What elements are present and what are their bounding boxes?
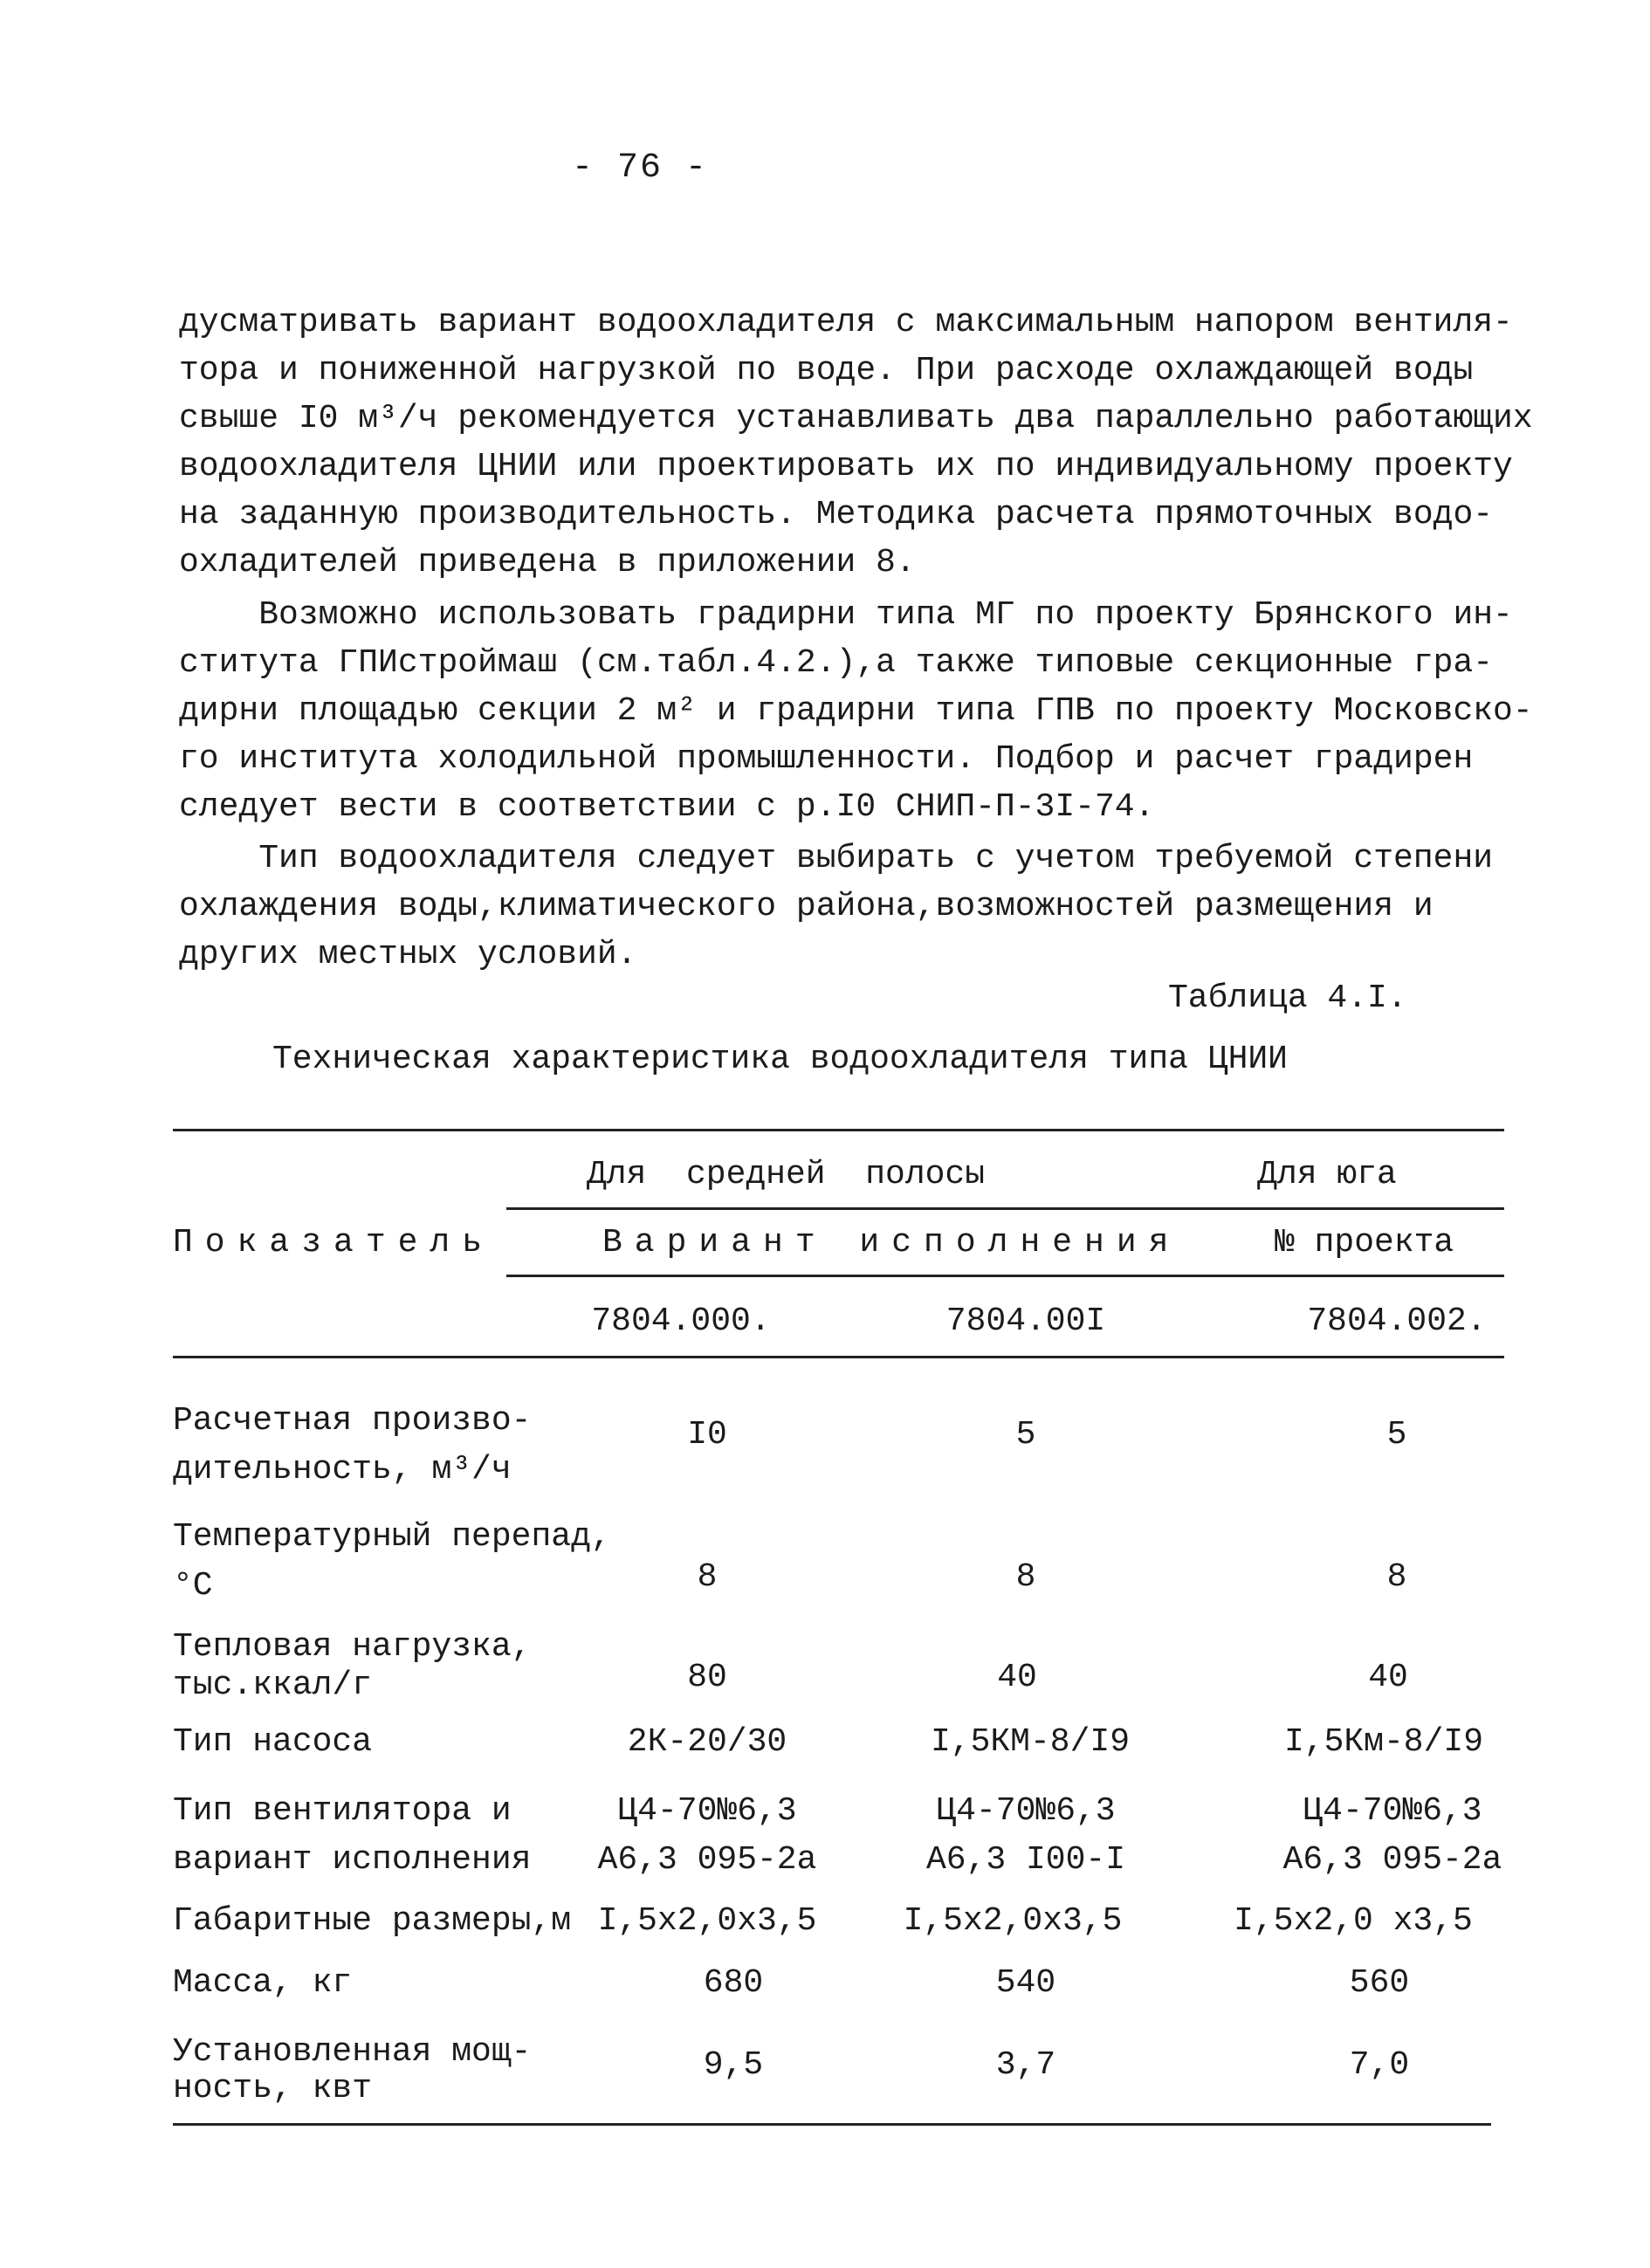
row-value: I,5x2,0x3,5: [597, 1902, 817, 1940]
row-value: 3,7: [995, 2046, 1056, 2084]
row-label: Установленная мощ- ность, квт: [173, 2033, 532, 2107]
row-label: Температурный перепад, °C: [173, 1518, 611, 1605]
table-title: Техническая характеристика водоохладителя типа ЦНИИ: [272, 1041, 1288, 1078]
project-code: 7804.000.: [591, 1302, 771, 1340]
row-value: I0: [687, 1416, 727, 1454]
row-value: I,5x2,0x3,5: [903, 1902, 1123, 1940]
header-variant: Вариант исполнения: [602, 1224, 1181, 1261]
row-value: 5: [1015, 1416, 1036, 1454]
row-value: 5: [1386, 1416, 1407, 1454]
header-project-number: № проекта: [1275, 1224, 1454, 1261]
row-value: 8: [697, 1558, 718, 1596]
paragraph-1: дусматривать вариант водоохладителя с максимальным напором вентиля- тора и пониженной нагрузкой по воде. При расходе охлаждающей воды свыше I0 м³/ч рекомендуется устанавливать два параллельно работающих водоохладителя ЦНИИ или проектировать их по индивидуальному проекту на заданную производительность. Методика расчета прямоточных водо- охладителей приведена в приложении 8.: [179, 304, 1533, 581]
row-label: Тепловая нагрузка, тыс.ккал/г: [173, 1628, 532, 1704]
row-label: Габаритные размеры,м: [173, 1902, 572, 1940]
row-value: I,5x2,0 x3,5: [1234, 1902, 1473, 1940]
header-indicator: Показатель: [173, 1224, 495, 1261]
project-code: 7804.00I: [945, 1302, 1106, 1340]
row-value: Ц4-70№6,3 А6,3 I00-I: [925, 1792, 1126, 1879]
row-value: 40: [997, 1659, 1037, 1696]
row-value: Ц4-70№6,3 А6,3 095-2а: [597, 1792, 817, 1879]
header-group-rule: [506, 1207, 1504, 1210]
row-label: Тип насоса: [173, 1723, 373, 1761]
project-code: 7804.002.: [1307, 1302, 1487, 1340]
row-value: 2К-20/30: [627, 1723, 787, 1761]
table-bottom-rule: [173, 2123, 1491, 2126]
paragraph-2: Возможно использовать градирни типа МГ по проекту Брянского ин- ститута ГПИстроймаш (см.табл.4.2.),а также типовые секционные гра- дирни площадью секции 2 м² и градирни типа ГПВ по проекту Московско- го института холодильной промышленности. Подбор и расчет градирен следует вести в соответствии с р.I0 СНИП-П-3I-74.: [179, 596, 1533, 826]
header-variant-rule: [506, 1275, 1504, 1277]
header-group-mid: Для средней полосы: [586, 1156, 986, 1193]
row-value: 7,0: [1349, 2046, 1410, 2084]
row-value: Ц4-70№6,3 А6,3 095-2а: [1282, 1792, 1502, 1879]
row-value: 9,5: [703, 2046, 764, 2084]
paragraph-3: Тип водоохладителя следует выбирать с учетом требуемой степени охлаждения воды,климатического района,возможностей размещения и других местных условий.: [179, 840, 1494, 973]
row-label: Тип вентилятора и вариант исполнения: [173, 1792, 532, 1879]
row-value: 8: [1386, 1558, 1407, 1596]
header-group-south: Для юга: [1257, 1156, 1397, 1193]
row-value: 80: [687, 1659, 727, 1696]
row-value: 40: [1368, 1659, 1408, 1696]
row-label: Масса, кг: [173, 1964, 353, 2002]
row-value: I,5КМ-8/I9: [930, 1723, 1131, 1761]
row-value: 560: [1349, 1964, 1410, 2002]
row-value: 8: [1015, 1558, 1036, 1596]
table-top-rule: [173, 1129, 1504, 1131]
row-value: 540: [995, 1964, 1056, 2002]
row-value: I,5Км-8/I9: [1283, 1723, 1484, 1761]
row-value: 680: [703, 1964, 764, 2002]
page-number: - 76 -: [572, 148, 709, 188]
row-label: Расчетная произво- дительность, м³/ч: [173, 1402, 532, 1488]
header-bottom-rule: [173, 1356, 1504, 1358]
table-label: Таблица 4.I.: [1168, 979, 1407, 1017]
